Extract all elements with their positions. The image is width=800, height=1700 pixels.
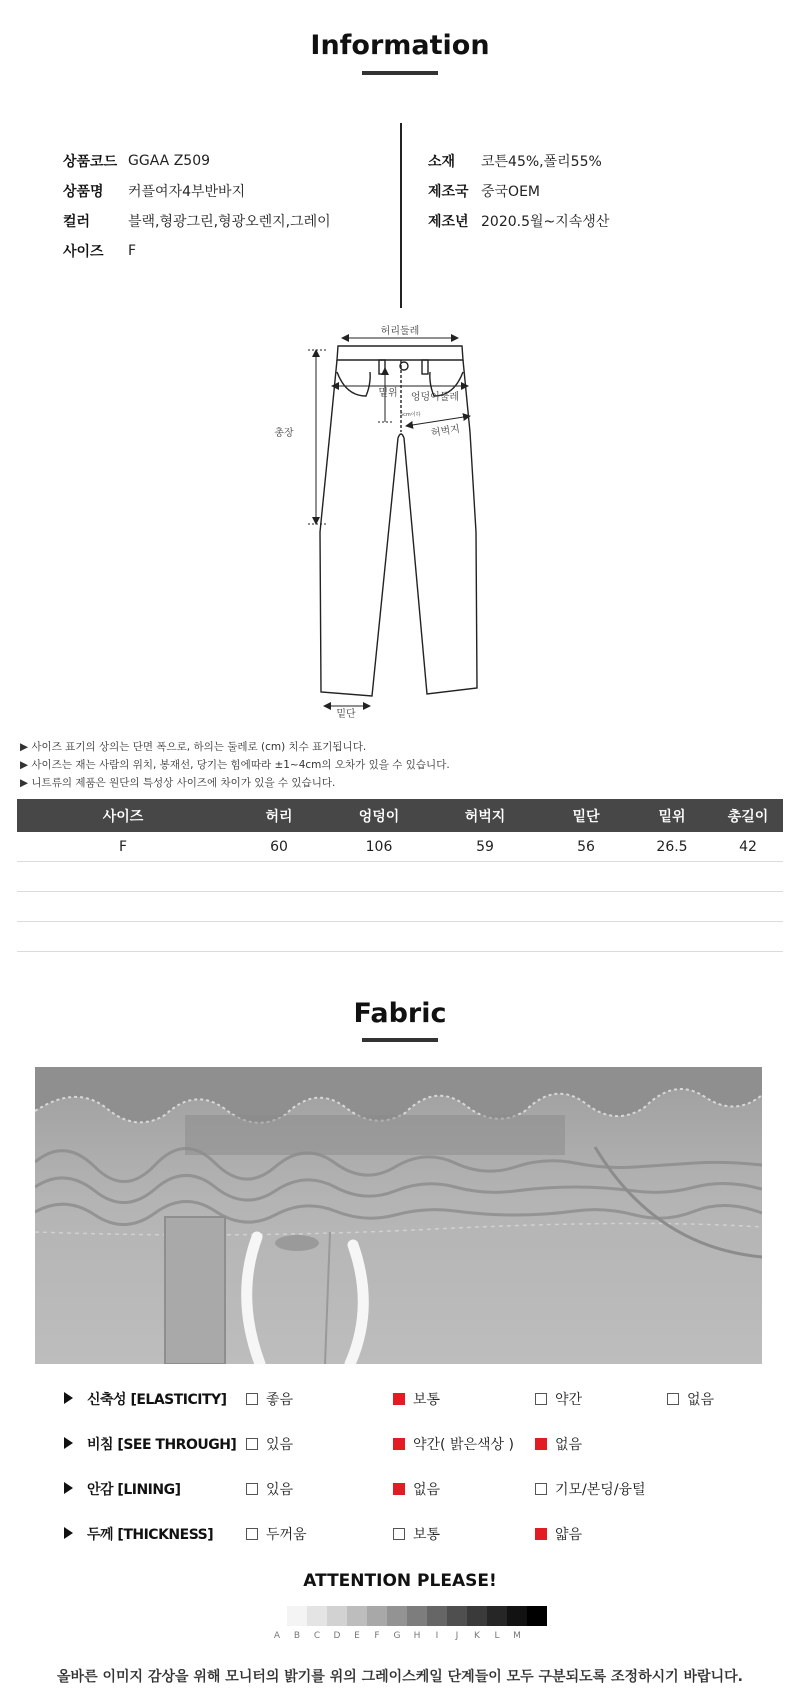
checkbox-checked-icon — [393, 1438, 405, 1450]
label-thigh: 허벅지 — [430, 423, 461, 440]
grayscale-letter: D — [333, 1631, 341, 1641]
option-normal — [393, 1389, 440, 1409]
info-row-year — [428, 206, 609, 236]
attribute-see-through — [0, 1432, 800, 1456]
option-label: 보통 — [413, 1392, 441, 1408]
grayscale-swatch — [407, 1606, 427, 1626]
grayscale-swatch — [487, 1606, 507, 1626]
info-row-color — [63, 206, 331, 236]
fabric-photo — [35, 1067, 762, 1364]
header-cell: 사이즈 — [102, 808, 144, 825]
table-row — [17, 832, 783, 862]
grayscale-letter: G — [393, 1631, 401, 1641]
grayscale-swatch — [367, 1606, 387, 1626]
option-none — [535, 1434, 582, 1454]
option-none — [393, 1479, 440, 1499]
grayscale-swatch — [307, 1606, 327, 1626]
info-right-column — [428, 146, 609, 236]
checkbox-icon — [667, 1393, 679, 1405]
checkbox-checked-icon — [393, 1483, 405, 1495]
option-label: 없음 — [687, 1392, 715, 1408]
option-label: 얇음 — [555, 1527, 583, 1543]
monitor-brightness-note: 올바른 이미지 감상을 위해 모니터의 밝기를 위의 그레이스케일 단계들이 모두 구분되도록 조정하시기 바랍니다. — [57, 1669, 743, 1685]
empty-row — [17, 892, 783, 922]
table-cell: 42 — [739, 838, 757, 855]
attribute-thickness — [0, 1522, 800, 1546]
attention-title: ATTENTION PLEASE! — [303, 1571, 497, 1591]
header-cell: 밑단 — [572, 808, 600, 825]
checkbox-checked-icon — [535, 1438, 547, 1450]
table-cell: 26.5 — [656, 838, 688, 855]
attribute-label: 신축성 [ELASTICITY] — [87, 1392, 227, 1408]
option-label: 좋음 — [266, 1392, 294, 1408]
info-value: 중국OEM — [481, 184, 540, 200]
option-label: 약간( 밝은색상 ) — [413, 1437, 514, 1453]
empty-row — [17, 922, 783, 952]
grayscale-letter: H — [413, 1631, 421, 1641]
info-value: 커플여자4부반바지 — [128, 184, 246, 200]
grayscale-swatch — [287, 1606, 307, 1626]
grayscale-letter: J — [455, 1631, 459, 1641]
info-key: 컬러 — [63, 214, 91, 230]
fabric-closeup-illustration — [35, 1067, 762, 1364]
grayscale-letter: A — [273, 1631, 281, 1641]
option-yes — [246, 1479, 293, 1499]
grayscale-letter: M — [513, 1631, 521, 1641]
grayscale-swatch — [507, 1606, 527, 1626]
info-row-material — [428, 146, 609, 176]
info-left-column — [63, 146, 331, 266]
info-row-product-name — [63, 176, 331, 206]
option-brushed — [535, 1479, 646, 1499]
table-cell: 60 — [270, 838, 288, 855]
option-yes — [246, 1434, 293, 1454]
size-notes — [20, 738, 450, 792]
label-total-length: 총장 — [274, 428, 294, 439]
option-thin — [535, 1524, 582, 1544]
bullet-arrow-icon — [64, 1437, 73, 1449]
grayscale-swatch — [527, 1606, 547, 1626]
attribute-label: 안감 [LINING] — [87, 1482, 181, 1498]
bullet-arrow-icon — [64, 1527, 73, 1539]
grayscale-bar — [287, 1606, 547, 1626]
label-hip: 엉덩이둘레 — [410, 392, 460, 403]
size-table — [17, 799, 783, 952]
info-key: 제조년 — [428, 214, 469, 230]
grayscale-letter: K — [474, 1631, 480, 1641]
attribute-label: 비침 [SEE THROUGH] — [87, 1437, 237, 1453]
title-underline — [362, 71, 438, 75]
bullet-arrow-icon — [64, 1482, 73, 1494]
info-key: 상품명 — [63, 184, 104, 200]
info-value: F — [128, 243, 137, 259]
grayscale-swatch — [447, 1606, 467, 1626]
info-value: 블랙,형광그린,형광오렌지,그레이 — [128, 214, 331, 230]
label-hem: 밑단 — [336, 709, 356, 720]
label-rise: 밑위 — [378, 388, 398, 399]
header-cell: 엉덩이 — [358, 808, 400, 825]
info-key: 소재 — [428, 154, 456, 170]
grayscale-swatch — [467, 1606, 487, 1626]
bullet-arrow-icon — [64, 1392, 73, 1404]
option-label: 없음 — [413, 1482, 441, 1498]
option-label: 있음 — [266, 1482, 294, 1498]
empty-row — [17, 862, 783, 892]
info-value: 2020.5월~지속생산 — [481, 214, 610, 230]
info-row-size — [63, 236, 331, 266]
header-cell: 허벅지 — [464, 808, 506, 825]
info-row-country — [428, 176, 609, 206]
checkbox-icon — [246, 1528, 258, 1540]
header-cell: 총길이 — [727, 808, 769, 825]
grayscale-letter: F — [374, 1631, 380, 1641]
info-value: GGAA Z509 — [128, 153, 211, 169]
grayscale-letter: E — [354, 1631, 360, 1641]
grayscale-swatch — [347, 1606, 367, 1626]
grayscale-letter: L — [494, 1631, 500, 1641]
option-none — [667, 1389, 714, 1409]
grayscale-letter: C — [313, 1631, 321, 1641]
checkbox-icon — [535, 1483, 547, 1495]
grayscale-swatch — [427, 1606, 447, 1626]
table-cell: 59 — [476, 838, 494, 855]
option-thick — [246, 1524, 307, 1544]
checkbox-checked-icon — [393, 1393, 405, 1405]
fabric-title: Fabric — [353, 998, 447, 1029]
information-title: Information — [310, 30, 490, 61]
option-label: 없음 — [555, 1437, 583, 1453]
option-slight — [535, 1389, 582, 1409]
info-key: 제조국 — [428, 184, 469, 200]
attribute-elasticity — [0, 1387, 800, 1411]
info-divider — [400, 123, 402, 308]
attribute-label: 두께 [THICKNESS] — [87, 1527, 214, 1543]
checkbox-icon — [246, 1393, 258, 1405]
header-cell: 허리 — [265, 808, 293, 825]
checkbox-icon — [246, 1483, 258, 1495]
option-normal — [393, 1524, 440, 1544]
option-label: 약간 — [555, 1392, 583, 1408]
option-label: 보통 — [413, 1527, 441, 1543]
checkbox-checked-icon — [535, 1528, 547, 1540]
table-cell: F — [118, 838, 128, 855]
option-label: 있음 — [266, 1437, 294, 1453]
pants-size-diagram — [270, 322, 530, 722]
note-line: ▶ 사이즈는 재는 사람의 위치, 봉재선, 당기는 힘에따라 ±1~4cm의 오차가 있을 수 있습니다. — [20, 759, 450, 771]
option-label: 기모/본딩/융털 — [555, 1482, 646, 1498]
info-value: 코튼45%,폴리55% — [481, 154, 602, 170]
size-table-header — [17, 799, 783, 832]
option-slight — [393, 1434, 514, 1454]
grayscale-letter: B — [293, 1631, 301, 1641]
checkbox-icon — [246, 1438, 258, 1450]
grayscale-swatch — [327, 1606, 347, 1626]
table-cell: 56 — [577, 838, 595, 855]
title-underline — [362, 1038, 438, 1042]
grayscale-letters — [267, 1631, 527, 1641]
option-good — [246, 1389, 293, 1409]
checkbox-icon — [393, 1528, 405, 1540]
option-label: 두꺼움 — [266, 1527, 307, 1543]
header-cell: 밑위 — [658, 808, 686, 825]
info-row-product-code — [63, 146, 331, 176]
grayscale-letter: I — [435, 1631, 439, 1641]
grayscale-swatch — [387, 1606, 407, 1626]
table-cell: 106 — [365, 838, 393, 855]
label-waist: 허리둘레 — [380, 326, 420, 337]
info-key: 사이즈 — [63, 244, 104, 260]
note-line: ▶ 사이즈 표기의 상의는 단면 폭으로, 하의는 둘레로 (cm) 치수 표기됩니다. — [20, 741, 367, 753]
info-key: 상품코드 — [63, 154, 118, 170]
note-line: ▶ 니트류의 제품은 원단의 특성상 사이즈에 차이가 있을 수 있습니다. — [20, 777, 336, 789]
attribute-lining — [0, 1477, 800, 1501]
label-small: 5cm이하 — [400, 412, 421, 418]
checkbox-icon — [535, 1393, 547, 1405]
